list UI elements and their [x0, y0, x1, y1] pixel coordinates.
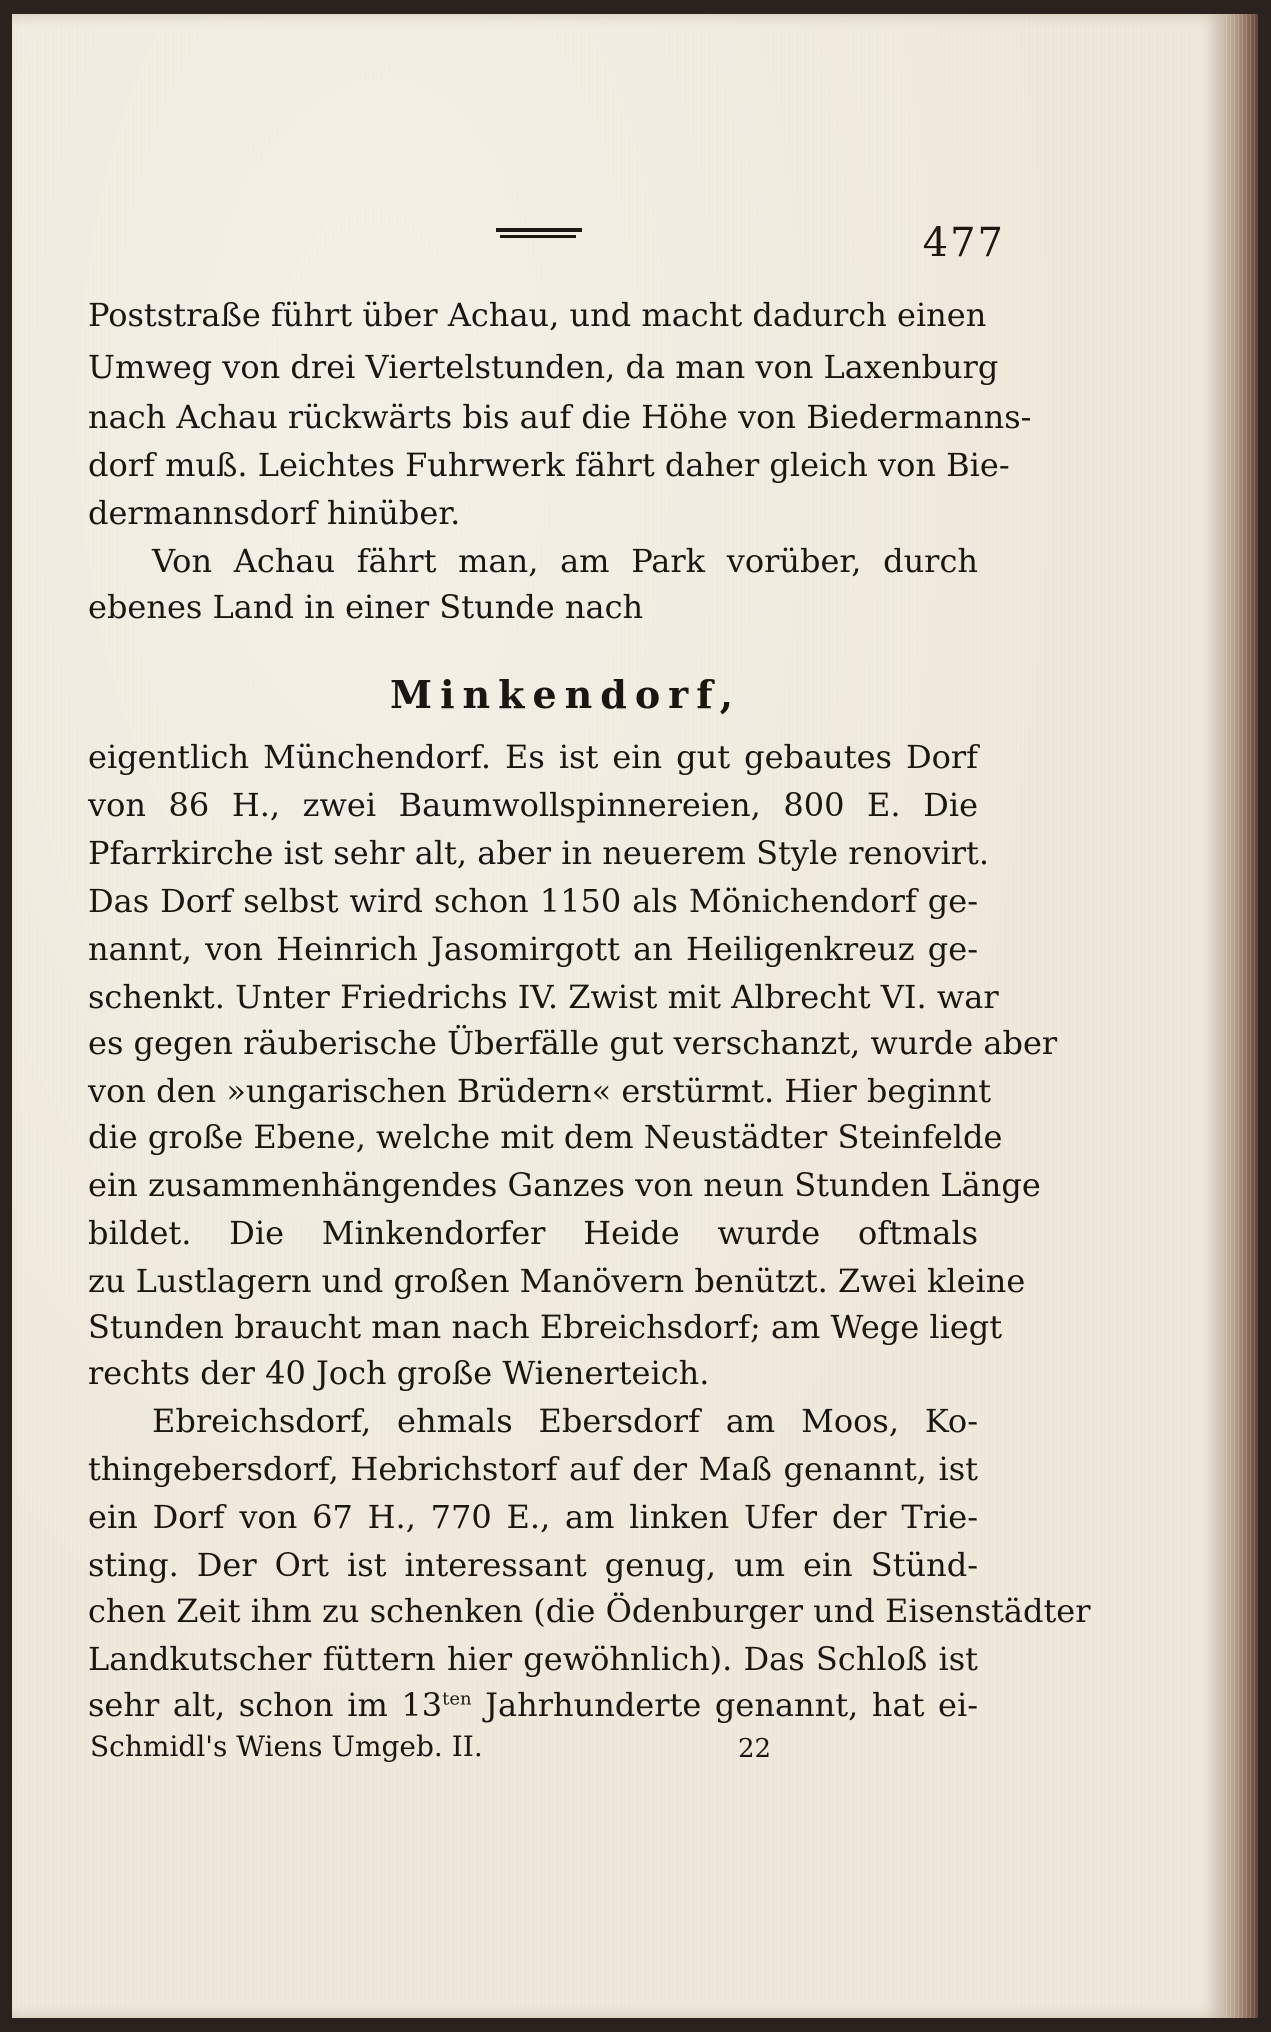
text-line: dermannsdorf hinüber.	[88, 494, 461, 532]
text-line: Poststraße führt über Achau, und macht dadurch einen	[88, 296, 987, 334]
text-line	[88, 1682, 978, 1728]
header-rule-ornament	[496, 228, 582, 240]
place-heading: Minkendorf,	[390, 672, 741, 717]
text-line: Von Achau fährt man, am Park vorüber, durch	[152, 542, 978, 580]
text-line: Umweg von drei Viertelstunden, da man von Laxenburg	[88, 348, 999, 386]
text-line: dorf muß. Leichtes Fuhrwerk fährt daher gleich von Bie-	[88, 446, 1010, 484]
text-line: schenkt. Unter Friedrichs IV. Zwist mit Albrecht VI. war	[88, 978, 999, 1016]
text-line: thingebersdorf, Hebrichstorf auf der Maß genannt, ist	[88, 1450, 978, 1488]
text-line: ein zusammenhängendes Ganzes von neun Stunden Länge	[88, 1166, 1041, 1204]
text-line: nannt, von Heinrich Jasomirgott an Heiligenkreuz ge-	[88, 930, 978, 968]
text-line: Stunden braucht man nach Ebreichsdorf; am Wege liegt	[88, 1308, 1003, 1346]
text-line: zu Lustlagern und großen Manövern benützt. Zwei kleine	[88, 1262, 1026, 1300]
book-edge-texture	[1226, 14, 1256, 2018]
text-line: bildet. Die Minkendorfer Heide wurde oftmals	[88, 1214, 978, 1252]
text-line: chen Zeit ihm zu schenken (die Ödenburger und Eisenstädter	[88, 1592, 1091, 1630]
text-line: sting. Der Ort ist interessant genug, um ein Stünd-	[88, 1546, 978, 1584]
page-number: 477	[922, 220, 1005, 266]
ordinal-superscript: ten	[442, 1688, 472, 1710]
text-line: rechts der 40 Joch große Wienerteich.	[88, 1354, 710, 1392]
text-line: von den »ungarischen Brüdern« erstürmt. Hier beginnt	[88, 1072, 992, 1110]
text-line: ein Dorf von 67 H., 770 E., am linken Ufer der Trie-	[88, 1498, 978, 1536]
signature-line: Schmidl's Wiens Umgeb. II.	[90, 1730, 483, 1763]
text-line: die große Ebene, welche mit dem Neustädter Steinfelde	[88, 1118, 1003, 1156]
text-line: Ebreichsdorf, ehmals Ebersdorf am Moos, Ko-	[152, 1402, 978, 1440]
text-fragment: sehr alt, schon im 13	[88, 1686, 443, 1724]
text-line: Landkutscher füttern hier gewöhnlich). Das Schloß ist	[88, 1640, 978, 1678]
text-line: eigentlich Münchendorf. Es ist ein gut gebautes Dorf	[88, 738, 978, 776]
text-fragment: Jahrhunderte genannt, hat ei-	[471, 1686, 979, 1724]
text-line: Das Dorf selbst wird schon 1150 als Mönichendorf ge-	[88, 882, 978, 920]
signature-number: 22	[738, 1734, 772, 1764]
text-line: nach Achau rückwärts bis auf die Höhe von Biedermanns-	[88, 398, 1032, 436]
header-rule-bottom	[500, 235, 576, 238]
text-line: Pfarrkirche ist sehr alt, aber in neuerem Style renovirt.	[88, 834, 990, 872]
text-line: ebenes Land in einer Stunde nach	[88, 588, 644, 626]
text-line: von 86 H., zwei Baumwollspinnereien, 800 E. Die	[88, 786, 978, 824]
text-line: es gegen räuberische Überfälle gut verschanzt, wurde aber	[88, 1024, 1058, 1062]
header-rule-top	[496, 228, 582, 232]
